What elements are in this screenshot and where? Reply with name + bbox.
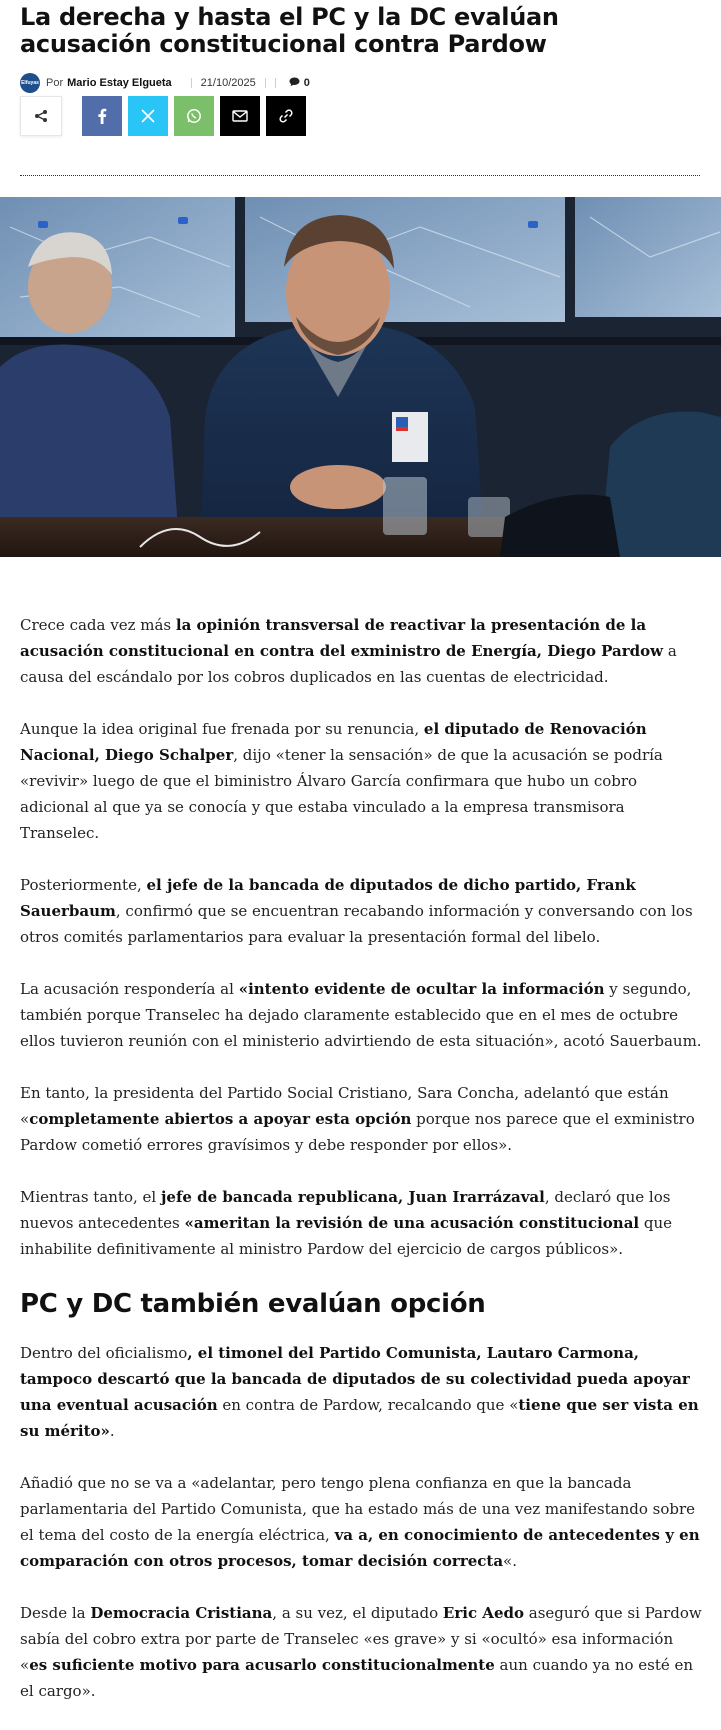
article-paragraph: [20, 612, 702, 690]
body-text: .: [109, 1422, 115, 1440]
x-icon: [141, 109, 155, 123]
body-text: Mientras tanto, el: [20, 1188, 161, 1206]
emphasis-text: es suficiente motivo para acusarlo constitucionalmente: [29, 1656, 495, 1674]
section-heading: PC y DC también evalúan opción: [20, 1289, 486, 1319]
meta-divider: [265, 78, 266, 88]
featured-photo: [0, 197, 721, 557]
x-share-button[interactable]: [128, 96, 168, 136]
comment-icon[interactable]: [289, 77, 300, 90]
body-text: , dijo «tener la sensación» de que la acusación se podría «revivir» luego de que el biministro Álvaro García confirmara que hubo un cobro adicional al que ya se conocía y que estaba vinculado a la empresa transmisora Transelec.: [20, 746, 663, 842]
facebook-share-button[interactable]: [82, 96, 122, 136]
body-text: , confirmó que se encuentran recabando información y conversando con los otros comités parlamentarios para evaluar la presentación formal del libelo.: [20, 902, 693, 946]
article-body: [20, 612, 702, 1730]
body-text: aseguró que si Pardow sabía del cobro extra por parte de Transelec «es grave» y si «ocultó» esa información «: [20, 1604, 702, 1674]
article-title: La derecha y hasta el PC y la DC evalúan acusación constitucional contra Pardow: [20, 3, 559, 58]
body-text: en contra de Pardow, recalcando que «: [217, 1396, 519, 1414]
body-text: a causa del escándalo por los cobros duplicados en las cuentas de electricidad.: [20, 642, 677, 686]
author-avatar[interactable]: Elfuyas: [20, 73, 40, 93]
emphasis-text: tiene que ser vista en su mérito»: [20, 1396, 699, 1440]
by-label: Por: [46, 77, 64, 89]
article-paragraph: [20, 872, 702, 950]
facebook-icon: [97, 108, 107, 124]
emphasis-text: va a, en conocimiento de antecedentes y en comparación con otros procesos, tomar decisión correcta: [20, 1526, 700, 1570]
emphasis-text: Democracia Cristiana: [90, 1604, 273, 1622]
body-text: «.: [503, 1552, 517, 1570]
article-paragraph: [20, 1600, 702, 1704]
body-text: Añadió que no se va a «adelantar, pero tengo plena confianza en que la bancada parlamentaria del Partido Comunista, que ha estado más de una vez manifestando sobre el tema del costo de la energía eléctrica,: [20, 1474, 696, 1544]
meta-divider: [275, 78, 276, 88]
share-bar: [20, 96, 312, 136]
body-text: y segundo, también porque Transelec ha dejado claramente establecido que en el mes de octubre ellos tuvieron reunión con el ministerio advirtiendo de esta situación», acotó Sauerbaum.: [20, 980, 702, 1050]
whatsapp-icon: [186, 108, 202, 124]
body-text: Dentro del oficialismo: [20, 1344, 188, 1362]
body-text: que inhabilite definitivamente al ministro Pardow del ejercicio de cargos públicos».: [20, 1214, 673, 1258]
comment-count[interactable]: 0: [303, 77, 310, 89]
emphasis-text: , el timonel del Partido Comunista, Lautaro Carmona, tampoco descartó que la bancada de diputados de su colectividad pueda apoyar una eventual acusación: [20, 1344, 690, 1414]
whatsapp-share-button[interactable]: [174, 96, 214, 136]
featured-image: [0, 197, 721, 557]
article-paragraph: [20, 1340, 702, 1444]
body-text: , a su vez, el diputado: [272, 1604, 443, 1622]
body-text: porque nos parece que el exministro Pardow cometió errores gravísimos y debe responder por ellos».: [20, 1110, 695, 1154]
meta-divider: [191, 78, 192, 88]
emphasis-text: «ameritan la revisión de una acusación constitucional: [184, 1214, 640, 1232]
body-text: Posteriormente,: [20, 876, 147, 894]
article-paragraph: [20, 976, 702, 1054]
copy-link-button[interactable]: [266, 96, 306, 136]
author-link[interactable]: Mario Estay Elgueta: [67, 77, 172, 89]
share-button[interactable]: [20, 96, 62, 136]
body-text: Aunque la idea original fue frenada por su renuncia,: [20, 720, 424, 738]
article-paragraph: [20, 1470, 702, 1574]
publish-date: 21/10/2025: [200, 77, 256, 89]
article-meta: [20, 72, 680, 94]
link-icon: [278, 108, 294, 124]
emphasis-text: «intento evidente de ocultar la información: [238, 980, 605, 998]
emphasis-text: completamente abiertos a apoyar esta opción: [29, 1110, 412, 1128]
article-paragraph: [20, 716, 702, 846]
article-paragraph: [20, 1184, 702, 1262]
article-paragraph: [20, 1080, 702, 1158]
emphasis-text: Eric Aedo: [442, 1604, 524, 1622]
emphasis-text: la opinión transversal de reactivar la presentación de la acusación constitucional en contra del exministro de Energía, Diego Pardow: [20, 616, 664, 660]
emphasis-text: el jefe de la bancada de diputados de dicho partido, Frank Sauerbaum: [20, 876, 636, 920]
share-icon: [34, 109, 48, 123]
body-text: aun cuando ya no esté en el cargo».: [20, 1656, 694, 1700]
emphasis-text: jefe de bancada republicana, Juan Irarrázaval: [160, 1188, 545, 1206]
body-text: En tanto, la presidenta del Partido Social Cristiano, Sara Concha, adelantó que están «: [20, 1084, 669, 1128]
body-text: Crece cada vez más: [20, 616, 176, 634]
mail-icon: [232, 110, 248, 122]
body-text: La acusación respondería al: [20, 980, 239, 998]
emphasis-text: el diputado de Renovación Nacional, Diego Schalper: [20, 720, 647, 764]
body-text: Desde la: [20, 1604, 91, 1622]
body-text: , declaró que los nuevos antecedentes: [20, 1188, 671, 1232]
email-share-button[interactable]: [220, 96, 260, 136]
header-divider: [20, 175, 700, 176]
